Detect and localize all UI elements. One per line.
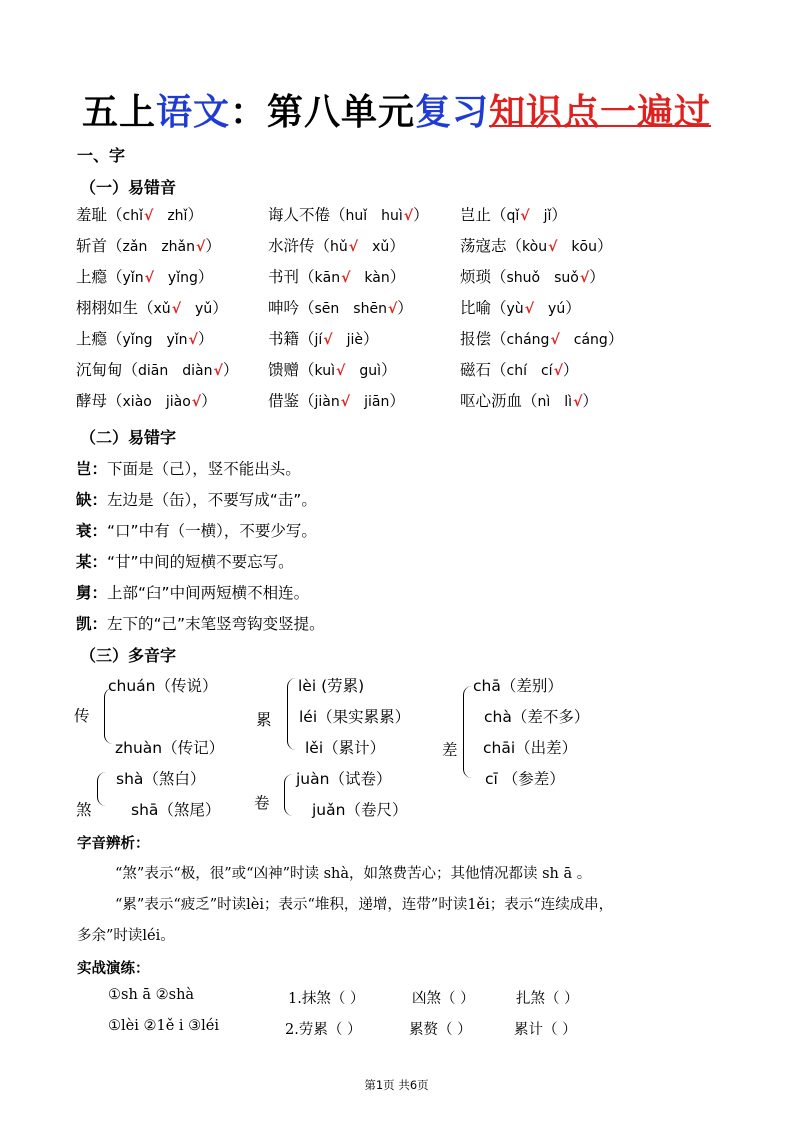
pron-option-a: huǐ [345, 208, 368, 224]
pron-item [460, 358, 578, 380]
pron-item [268, 234, 405, 256]
pron-word: 上瘾（ [76, 268, 123, 286]
practice-options-1: ①sh ā ②shà [108, 987, 195, 1003]
analysis-line-1: “煞”表示“极，很”或“凶神”时读 shà，如煞费苦心；其他情况都读 sh ā 。 [115, 866, 592, 882]
check-icon: √ [548, 239, 558, 255]
pron-option-b: suǒ [554, 270, 579, 286]
title-part4: 复习 [415, 91, 490, 133]
pron-item [76, 296, 228, 318]
check-icon: √ [348, 239, 359, 255]
char-rule-text: 左下的“己”末笔竖弯钩变竖提。 [107, 615, 325, 633]
pron-option-b: zhǐ [167, 208, 188, 224]
duoyin-head-juan: 卷 [254, 794, 270, 812]
pron-option-b: lì [564, 394, 573, 410]
pron-item [460, 327, 623, 349]
pron-option-b: guì [359, 363, 381, 379]
pron-item [460, 265, 605, 287]
pron-close: ） [187, 206, 203, 224]
practice-question: 2.劳累（ ） [285, 1022, 362, 1038]
pron-item [460, 203, 567, 225]
pron-word: 比喻（ [460, 299, 507, 317]
pron-option-b: yǔ [195, 301, 213, 317]
pron-word: 水浒传（ [268, 237, 331, 255]
pron-word: 酵母（ [76, 392, 123, 410]
char-rule [76, 488, 317, 510]
duoyin-item: shā（煞尾） [131, 801, 221, 819]
duoyin-item: chuán（传说） [108, 677, 218, 695]
check-icon: √ [550, 332, 560, 348]
duoyin-item: chā（差别） [473, 677, 563, 695]
pron-option-a: nì [537, 394, 551, 410]
pron-option-b: jiè [346, 332, 364, 348]
pron-item [76, 327, 213, 349]
practice-question: 扎煞（ ） [516, 991, 579, 1007]
pron-close: ） [596, 237, 613, 255]
analysis-line-3: 多余”时读léi。 [77, 928, 175, 944]
check-icon: √ [143, 208, 154, 224]
subsection-heading-chars: （二）易错字 [80, 428, 177, 447]
pron-word: 羞耻（ [76, 206, 123, 224]
pron-option-b: jǐ [543, 208, 552, 224]
duoyin-item: lèi (劳累) [298, 677, 365, 695]
analysis-title: 字音辨析： [77, 835, 150, 852]
check-icon: √ [323, 332, 333, 348]
check-icon: √ [524, 301, 535, 317]
check-icon: √ [335, 363, 346, 379]
duoyin-item: chà（差不多） [484, 708, 590, 726]
duoyin-item: lěi（累计） [305, 739, 386, 757]
duoyin-item: shà（煞白） [116, 770, 206, 788]
pron-item [268, 265, 405, 287]
pron-word: 诲人不倦（ [268, 206, 346, 224]
pron-word: 书籍（ [268, 330, 315, 348]
pron-close: ） [389, 392, 405, 410]
check-icon: √ [403, 208, 414, 224]
check-icon: √ [144, 270, 154, 286]
pron-close: ） [413, 206, 429, 224]
char-rule-char: 凯： [76, 615, 108, 633]
brace-sha [97, 772, 106, 806]
pron-item [268, 327, 379, 349]
pron-option-b: jiào [165, 394, 191, 410]
pron-option-a: kān [314, 270, 341, 286]
pron-option-a: kuì [314, 363, 335, 379]
char-rule [76, 519, 317, 541]
analysis-line-2: “累”表示“疲乏”时读lèi；表示“堆积，递增，连带”时读1ěi；表示“连续成串， [115, 897, 614, 913]
pron-word: 上瘾（ [76, 330, 123, 348]
pron-option-b: kōu [571, 239, 597, 255]
pron-option-b: cí [540, 363, 553, 379]
char-rule-text: “甘”中间的短横不要忘写。 [107, 553, 294, 571]
pron-item [76, 203, 203, 225]
pron-item [268, 203, 429, 225]
duoyin-head-cha: 差 [442, 741, 458, 759]
pron-word: 馈赠（ [268, 361, 315, 379]
pron-option-a: kòu [522, 239, 548, 255]
char-rule-text: 下面是（己），竖不能出头。 [107, 460, 301, 478]
pron-close: ） [565, 299, 581, 317]
pron-word: 岂止（ [460, 206, 507, 224]
duoyin-item: chāi（出差） [483, 739, 578, 757]
pron-item [76, 358, 238, 380]
pron-close: ） [212, 299, 228, 317]
pron-option-b: zhǎn [161, 239, 196, 255]
duoyin-item: zhuàn（传记） [115, 739, 225, 757]
check-icon: √ [188, 332, 198, 348]
pron-option-a: xǔ [153, 301, 171, 317]
char-rule [76, 581, 309, 603]
pron-item [76, 389, 217, 411]
pron-item [268, 389, 405, 411]
section-heading: 一、字 [77, 146, 126, 165]
practice-question: 凶煞（ ） [412, 991, 475, 1007]
practice-question: 累赘（ ） [409, 1022, 472, 1038]
duoyin-item: cī （参差） [485, 770, 565, 788]
pron-word: 呕心沥血（ [460, 392, 538, 410]
duoyin-item: léi（果实累累） [299, 708, 411, 726]
brace-cha [463, 686, 472, 778]
pron-option-b: huì [381, 208, 403, 224]
title-part5: 知识点一遍过 [489, 91, 712, 133]
pron-option-b: diàn [182, 363, 213, 379]
char-rule [76, 550, 294, 572]
duoyin-head-lei: 累 [256, 711, 272, 729]
check-icon: √ [340, 394, 351, 410]
char-rule-char: 衰： [76, 522, 108, 540]
pron-word: 烦琐（ [460, 268, 507, 286]
pron-word: 磁石（ [460, 361, 507, 379]
pron-option-a: yǐng [122, 332, 153, 348]
pron-option-a: hǔ [330, 239, 348, 255]
pron-option-a: yǐn [122, 270, 144, 286]
pron-close: ） [380, 361, 397, 379]
duoyin-head-sha: 煞 [76, 801, 92, 819]
pron-word: 呻吟（ [268, 299, 315, 317]
pron-option-b: yǐng [167, 270, 198, 286]
pron-word: 书刊（ [268, 268, 315, 286]
title-part3: ：第八单元 [229, 91, 415, 133]
pron-option-a: yù [506, 301, 524, 317]
pron-option-a: chǐ [122, 208, 143, 224]
duoyin-item: juàn（试卷） [296, 770, 392, 788]
pron-option-b: xǔ [372, 239, 390, 255]
pron-option-a: zǎn [122, 239, 148, 255]
pron-option-b: yú [548, 301, 566, 317]
brace-chuan [104, 688, 113, 744]
pron-item [460, 389, 598, 411]
pron-option-b: kàn [364, 270, 390, 286]
pron-option-a: qǐ [506, 208, 520, 224]
pron-option-b: shēn [353, 301, 387, 317]
pron-item [460, 296, 581, 318]
page-title [0, 84, 793, 135]
pron-word: 沉甸甸（ [76, 361, 139, 379]
pron-item [460, 234, 612, 256]
pron-word: 借鉴（ [268, 392, 315, 410]
brace-lei [287, 678, 296, 750]
char-rule-text: 上部“臼”中间两短横不相连。 [107, 584, 310, 602]
pron-option-b: jiān [364, 394, 390, 410]
pron-close: ） [389, 268, 406, 286]
pron-close: ） [589, 268, 605, 286]
subsection-heading-pron: （一）易错音 [80, 178, 177, 197]
pron-close: ） [389, 237, 405, 255]
pron-close: ） [197, 268, 214, 286]
char-rule-text: 左边是（缶），不要写成“击”。 [107, 491, 317, 509]
pron-option-b: yǐn [166, 332, 188, 348]
pron-option-a: jiàn [314, 394, 340, 410]
pron-word: 报偿（ [460, 330, 507, 348]
practice-question: 累计（ ） [514, 1022, 577, 1038]
pron-close: ） [222, 361, 239, 379]
check-icon: √ [553, 363, 563, 379]
char-rule-char: 缺： [76, 491, 108, 509]
duoyin-head-chuan: 传 [74, 707, 90, 725]
subsection-heading-duoyin: （三）多音字 [80, 646, 177, 665]
pron-close: ） [205, 237, 221, 255]
brace-juan [284, 774, 293, 816]
pron-item [268, 296, 413, 318]
check-icon: √ [520, 208, 530, 224]
pron-option-a: sēn [314, 301, 340, 317]
check-icon: √ [341, 270, 351, 286]
pron-option-a: xiào [122, 394, 152, 410]
pron-close: ） [582, 392, 598, 410]
page-footer: 第1页 共6页 [364, 1078, 429, 1092]
pron-option-a: shuǒ [506, 270, 541, 286]
char-rule [76, 457, 301, 479]
check-icon: √ [213, 363, 223, 379]
pron-close: ） [607, 330, 624, 348]
check-icon: √ [196, 239, 206, 255]
char-rule [76, 612, 325, 634]
pron-option-b: cáng [573, 332, 608, 348]
pron-word: 栩栩如生（ [76, 299, 154, 317]
char-rule-char: 某： [76, 553, 108, 571]
practice-question: 1.抹煞（ ） [288, 991, 365, 1007]
practice-options-2: ①lèi ②1ě i ③léi [108, 1018, 219, 1034]
duoyin-item: juǎn（卷尺） [312, 801, 408, 819]
pron-word: 荡寇志（ [460, 237, 523, 255]
pron-close: ） [201, 392, 217, 410]
pron-close: ） [363, 330, 379, 348]
title-part2: 语文 [155, 91, 230, 133]
check-icon: √ [579, 270, 590, 286]
pron-option-a: jí [314, 332, 323, 348]
char-rule-char: 舅： [76, 584, 108, 602]
pron-close: ） [397, 299, 413, 317]
pron-close: ） [551, 206, 567, 224]
pron-option-a: cháng [506, 332, 550, 348]
pron-close: ） [562, 361, 579, 379]
char-rule-char: 岂： [76, 460, 108, 478]
pron-item [268, 358, 396, 380]
pron-item [76, 234, 221, 256]
pron-word: 斩首（ [76, 237, 123, 255]
practice-title: 实战演练： [77, 960, 150, 977]
pron-option-a: chí [506, 363, 527, 379]
pron-option-a: diān [138, 363, 169, 379]
check-icon: √ [573, 394, 583, 410]
char-rule-text: “口”中有（一横），不要少写。 [107, 522, 317, 540]
pron-close: ） [197, 330, 214, 348]
check-icon: √ [191, 394, 202, 410]
title-part1: 五上 [81, 91, 156, 133]
check-icon: √ [171, 301, 182, 317]
check-icon: √ [387, 301, 398, 317]
pron-item [76, 265, 213, 287]
